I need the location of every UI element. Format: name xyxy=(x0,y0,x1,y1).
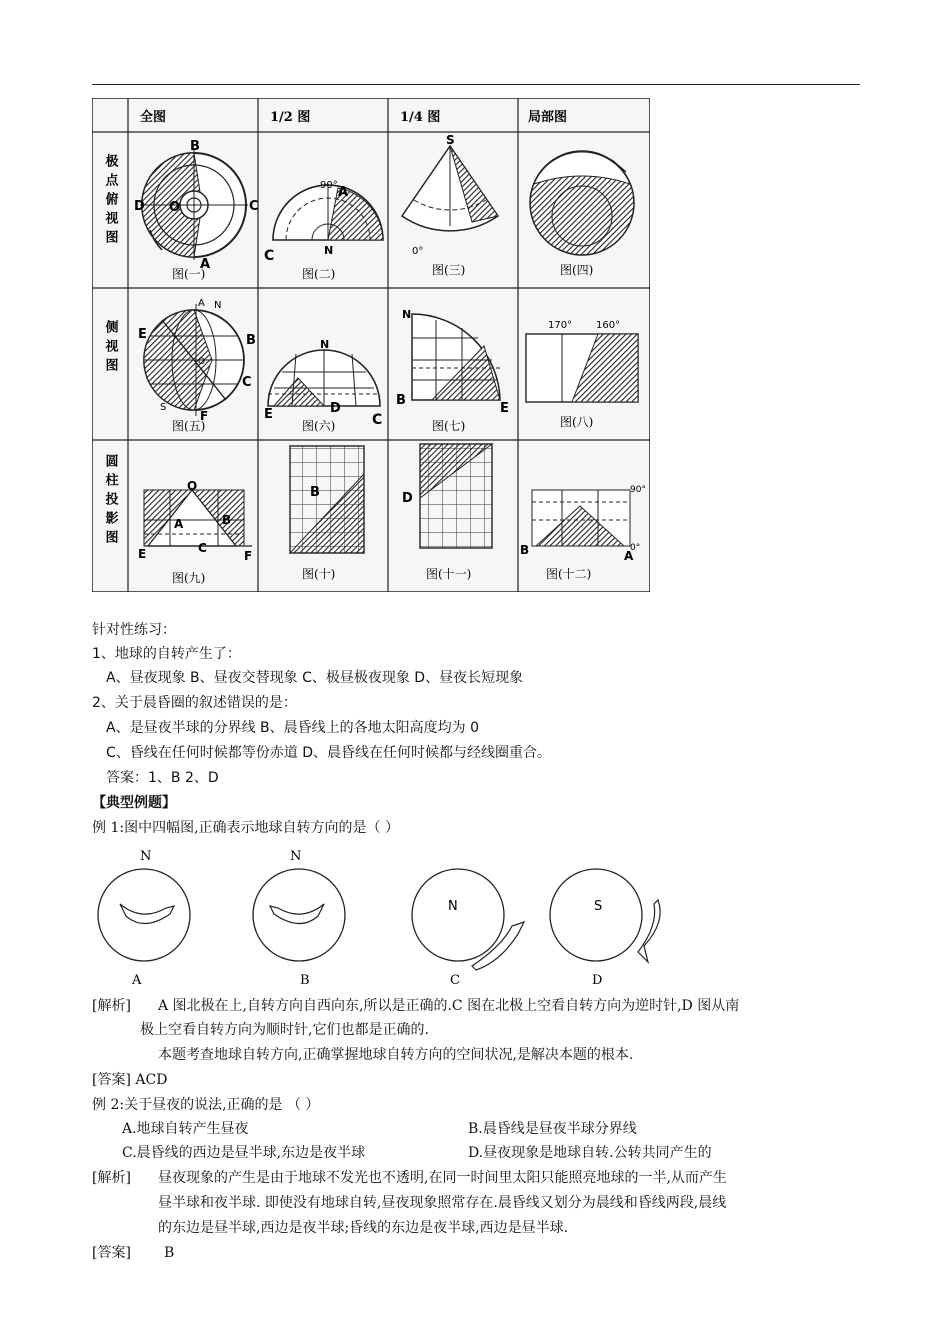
example-2-answer-tag: [答案] xyxy=(92,1245,131,1261)
fig-caption: 图(三) xyxy=(432,263,466,277)
header-rule xyxy=(92,84,860,85)
fig-caption: 图(五) xyxy=(172,419,206,433)
practice-answer: 答案：1、B 2、D xyxy=(106,770,219,786)
col-header: 1/4 图 xyxy=(400,110,441,125)
fig-label: B xyxy=(190,139,200,154)
example-1-answer: [答案] ACD xyxy=(92,1072,168,1088)
fig-label: F xyxy=(200,409,209,423)
fig-caption: 图(十一) xyxy=(426,567,472,581)
globe-inner-label: N xyxy=(448,899,458,914)
example-2-option-d: D.昼夜现象是地球自转.公转共同产生的 xyxy=(468,1145,712,1161)
globe-bottom-label: D xyxy=(592,973,603,988)
fig-label: O xyxy=(198,357,206,367)
example-2-analysis-2: 昼半球和夜半球. 即使没有地球自转,昼夜现象照常存在.晨昏线又划分为晨线和昏线两段,晨线 xyxy=(158,1195,727,1211)
example-1-analysis-3: 本题考查地球自转方向,正确掌握地球自转方向的空间状况,是解决本题的根本. xyxy=(158,1047,634,1063)
fig-label: D xyxy=(330,401,341,416)
fig-caption: 图(二) xyxy=(302,267,336,281)
fig-label: E xyxy=(138,327,147,342)
fig-label: C xyxy=(372,412,383,428)
fig-label: B xyxy=(520,543,530,557)
fig-label: B xyxy=(396,393,406,408)
rotation-diagrams xyxy=(92,842,682,992)
fig-label: E xyxy=(264,407,273,422)
globe-c xyxy=(412,869,504,961)
example-2-option-c: C.晨昏线的西边是昼半球,东边是夜半球 xyxy=(122,1145,366,1161)
example-2-analysis-1: 昼夜现象的产生是由于地球不发光也不透明,在同一时间里太阳只能照亮地球的一半,从而产生 xyxy=(158,1170,727,1186)
fig-label: N xyxy=(320,338,330,351)
practice-q2: 2、关于晨昏圈的叙述错误的是： xyxy=(92,695,297,711)
figure-9 xyxy=(144,490,252,546)
fig-label: C xyxy=(249,199,259,214)
fig-caption: 图(四) xyxy=(560,263,594,277)
fig-label: B xyxy=(310,485,320,500)
globe-top-label: N xyxy=(290,849,302,864)
globe-bottom-label: B xyxy=(300,973,310,988)
fig-label: A xyxy=(200,257,211,272)
fig-label: O xyxy=(187,479,198,493)
fig-label: 0° xyxy=(412,246,424,257)
fig-label: D xyxy=(134,199,145,214)
globe-bottom-label: C xyxy=(450,973,460,988)
fig-label: E xyxy=(138,547,147,561)
figure-10 xyxy=(290,446,364,553)
figure-4 xyxy=(530,151,634,255)
fig-label: 170° xyxy=(548,320,573,331)
fig-label: N xyxy=(214,300,222,311)
fig-label: 160° xyxy=(596,320,621,331)
fig-label: D xyxy=(402,491,413,506)
example-2-option-a: A.地球自转产生昼夜 xyxy=(122,1121,249,1137)
fig-label: A xyxy=(198,298,205,309)
fig-label: S xyxy=(160,402,167,413)
fig-caption: 图(六) xyxy=(302,419,336,433)
fig-label: C xyxy=(242,375,252,390)
figure-8 xyxy=(526,334,638,402)
example-2-analysis-3: 的东边是昼半球,西边是夜半球;昏线的东边是夜半球,西边是昼半球. xyxy=(158,1220,569,1236)
fig-label: B xyxy=(246,333,256,348)
fig-label: 0° xyxy=(630,543,641,553)
example-2-question: 例 2:关于昼夜的说法,正确的是 （ ） xyxy=(92,1097,320,1113)
practice-q1: 1、地球的自转产生了： xyxy=(92,646,241,662)
col-header: 局部图 xyxy=(528,110,568,125)
fig-label: N xyxy=(324,244,334,257)
earth-views-table xyxy=(92,98,650,592)
fig-label: S xyxy=(446,133,455,147)
row-header: 侧视图 xyxy=(102,320,118,377)
globe-bottom-label: A xyxy=(132,973,142,988)
fig-label: C xyxy=(198,541,207,555)
fig-caption: 图(七) xyxy=(432,419,466,433)
examples-heading: 【典型例题】 xyxy=(92,795,176,811)
fig-label: E xyxy=(500,401,509,416)
fig-label: A xyxy=(174,517,184,531)
fig-label: 90° xyxy=(630,485,646,495)
row-header: 圆柱投影图 xyxy=(102,454,118,549)
fig-label: F xyxy=(244,549,253,563)
globe-inner-label: S xyxy=(594,899,603,914)
fig-caption: 图(十二) xyxy=(546,567,592,581)
example-2-answer: B xyxy=(164,1245,175,1261)
practice-q2-options-1: A、是昼夜半球的分界线 B、晨昏线上的各地太阳高度均为 0 xyxy=(106,720,479,736)
figure-12 xyxy=(532,490,630,546)
col-header: 1/2 图 xyxy=(270,110,311,125)
fig-label: A xyxy=(624,549,634,563)
fig-caption: 图(八) xyxy=(560,415,594,429)
practice-q1-options: A、昼夜现象 B、昼夜交替现象 C、极昼极夜现象 D、昼夜长短现象 xyxy=(106,670,524,686)
example-1-question: 例 1:图中四幅图,正确表示地球自转方向的是（ ） xyxy=(92,820,399,836)
fig-caption: 图(九) xyxy=(172,571,206,585)
figure-11 xyxy=(420,444,492,548)
fig-label: A xyxy=(338,185,349,200)
col-header: 全图 xyxy=(140,110,167,125)
row-header: 极点俯视图 xyxy=(102,154,118,249)
example-1-analysis-tag: [解析] xyxy=(92,998,131,1014)
example-1-analysis-2: 极上空看自转方向为顺时针,它们也都是正确的. xyxy=(140,1022,429,1038)
fig-label: N xyxy=(402,308,412,321)
fig-label: O xyxy=(169,200,181,215)
fig-caption: 图(一) xyxy=(172,267,206,281)
globe-d xyxy=(550,869,642,961)
practice-q2-options-2: C、昏线在任何时候都等份赤道 D、晨昏线在任何时候都与经线圈重合。 xyxy=(106,745,552,761)
example-2-analysis-tag: [解析] xyxy=(92,1170,131,1186)
example-1-analysis-1: A 图北极在上,自转方向自西向东,所以是正确的.C 图在北极上空看自转方向为逆时针,D 图从南 xyxy=(158,998,740,1014)
practice-title: 针对性练习： xyxy=(92,622,176,638)
globe-top-label: N xyxy=(140,849,152,864)
fig-caption: 图(十) xyxy=(302,567,336,581)
example-2-option-b: B.晨昏线是昼夜半球分界线 xyxy=(468,1121,637,1137)
fig-label: B xyxy=(222,513,232,527)
fig-label: C xyxy=(264,248,275,264)
fig-label: 90° xyxy=(320,180,338,191)
